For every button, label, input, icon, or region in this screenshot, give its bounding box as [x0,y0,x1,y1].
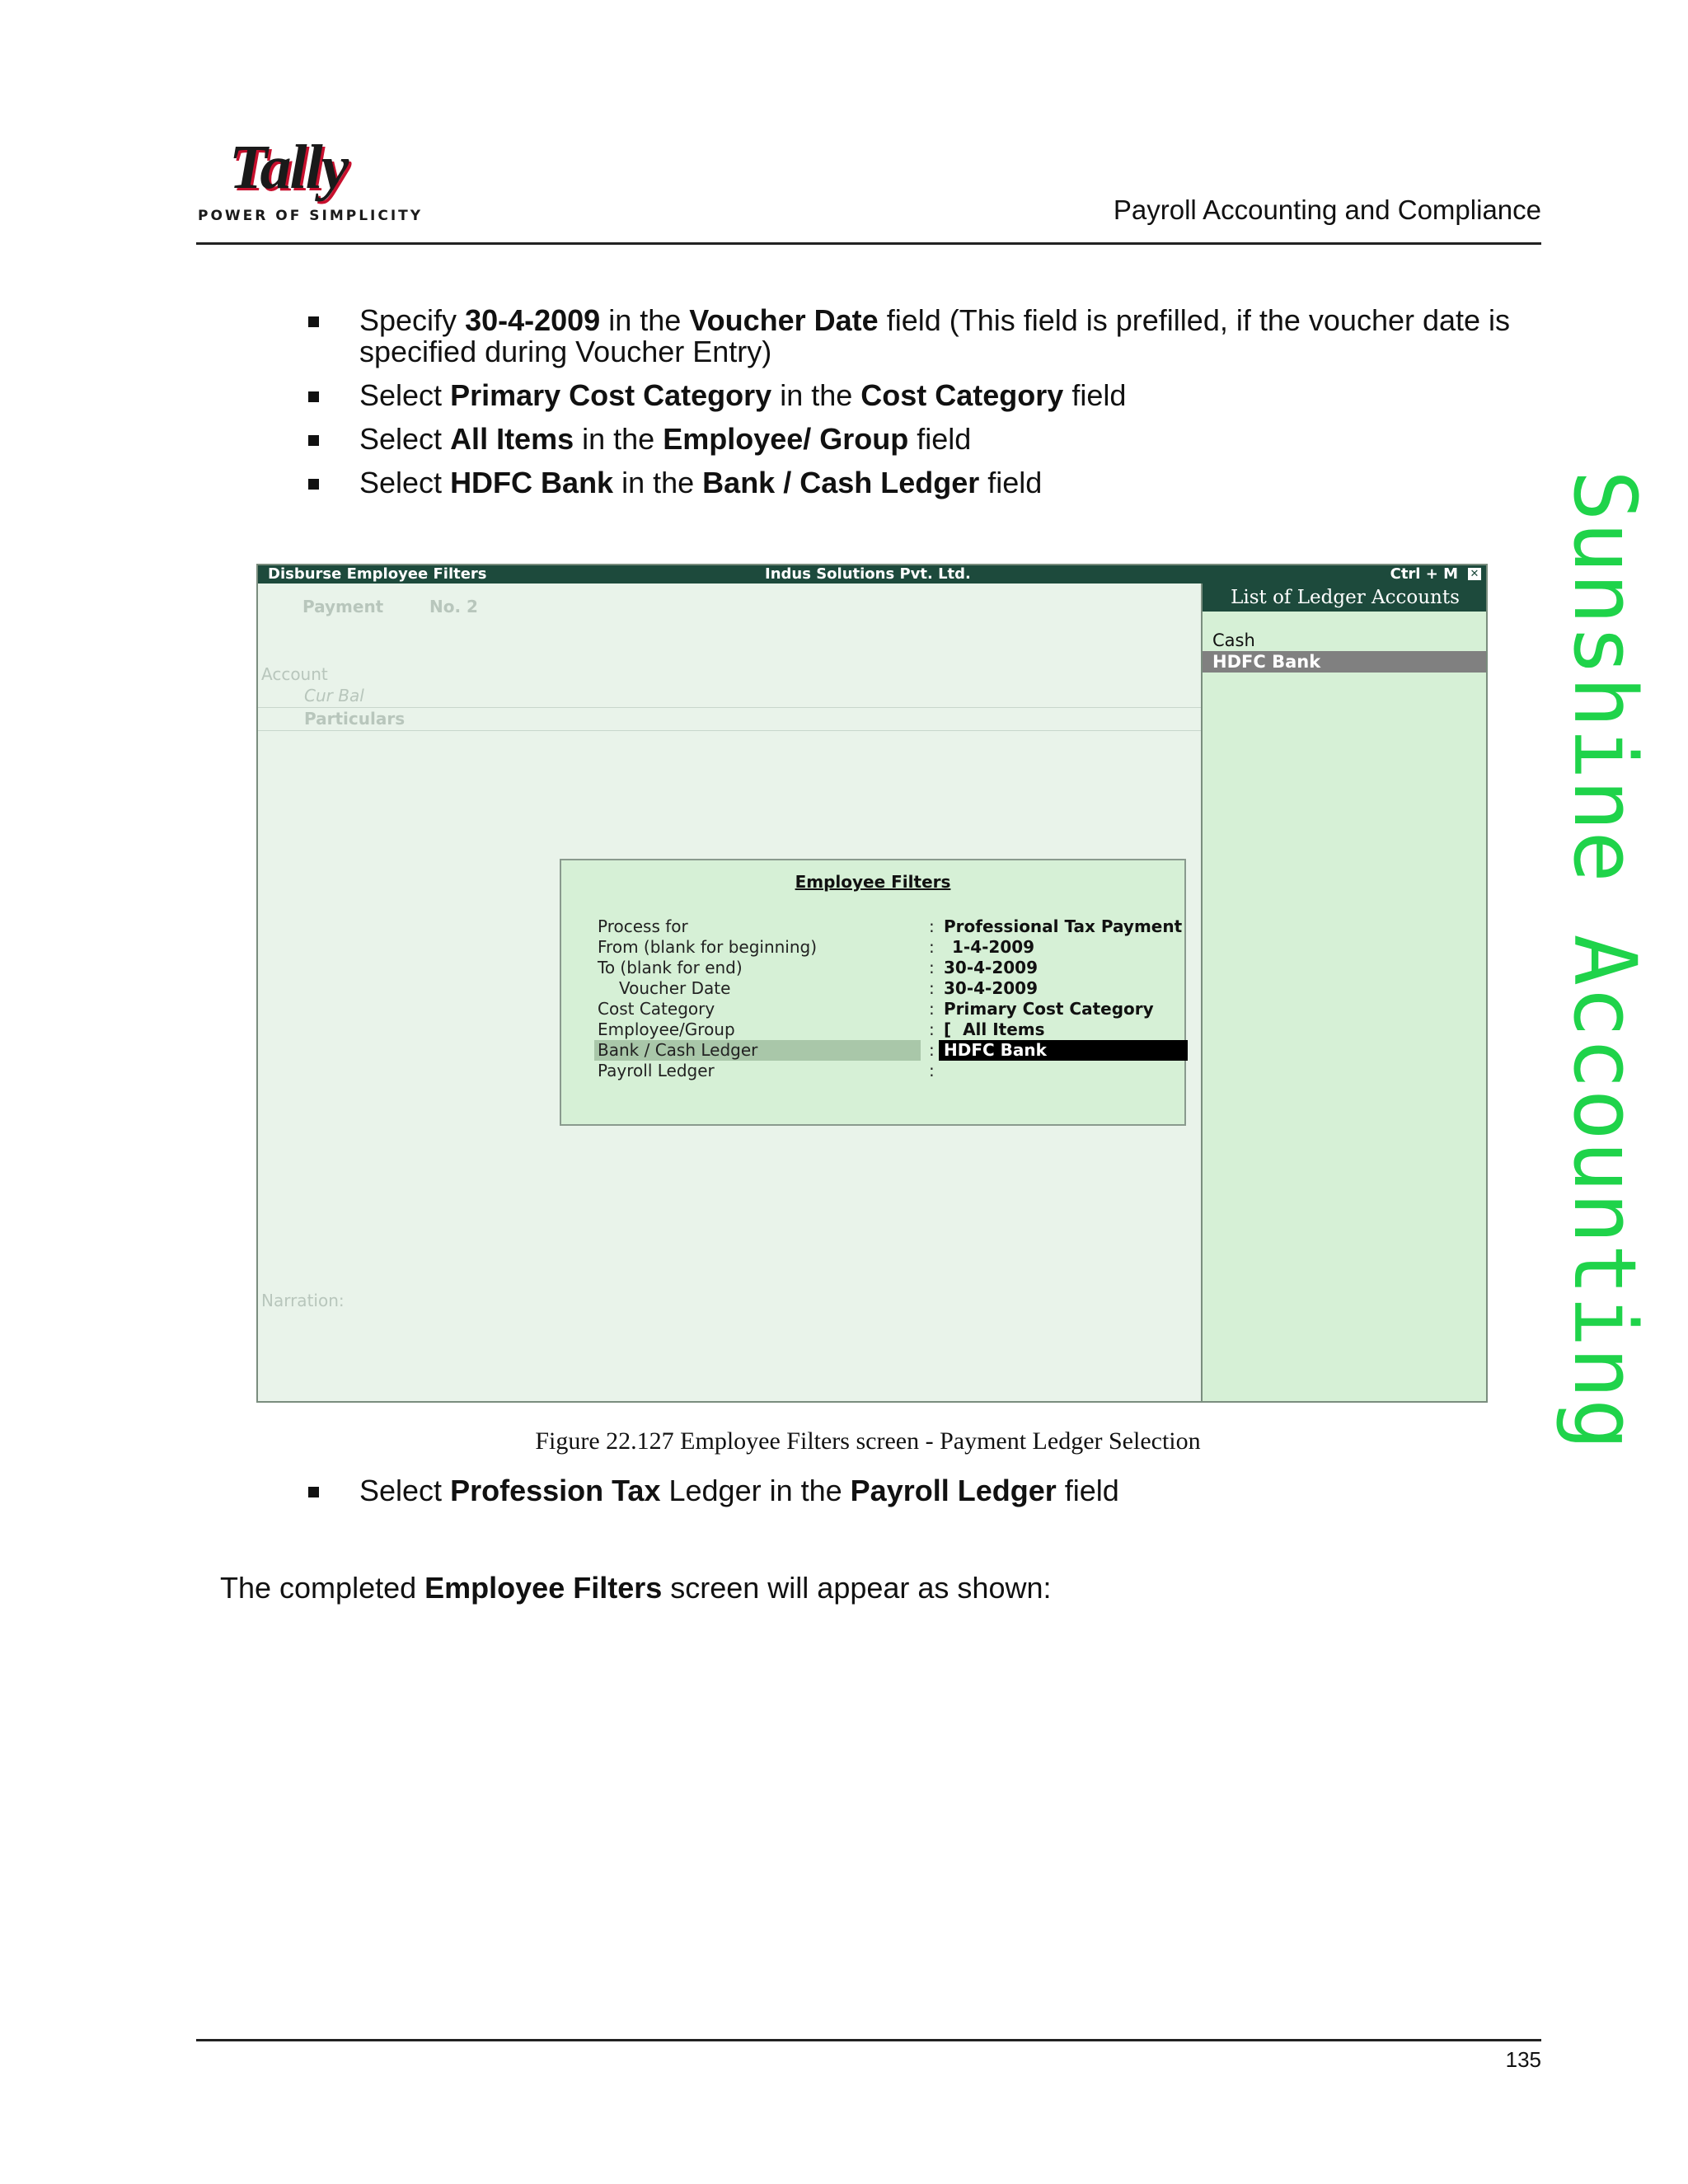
field-value: 1-4-2009 [952,937,1035,957]
field-voucher-date[interactable]: Voucher Date : 30-4-2009 [619,978,1039,998]
field-label: Voucher Date [619,978,731,998]
ledger-item-cash[interactable]: Cash [1212,630,1255,650]
field-cost-category[interactable]: Cost Category : Primary Cost Category [598,999,1154,1019]
figure-caption: Figure 22.127 Employee Filters screen - Payment Ledger Selection [535,1427,1201,1455]
current-balance-label: Cur Bal [304,686,364,705]
close-icon[interactable]: ✕ [1468,568,1481,580]
field-value-active[interactable]: HDFC Bank [939,1040,1188,1061]
logo-wordmark: Tally [229,133,348,202]
account-label: Account [261,664,328,684]
narration-label: Narration: [261,1291,345,1310]
dialog-title: Employee Filters [795,872,951,892]
field-bank-cash-ledger[interactable]: Bank / Cash Ledger : HDFC Bank [594,1040,1171,1061]
field-to-date[interactable]: To (blank for end) : 30-4-2009 [598,958,1039,977]
voucher-number: No. 2 [429,597,478,616]
field-from-date[interactable]: From (blank for beginning) : 1-4-2009 [598,937,1035,957]
screen-title-bar [258,565,1486,583]
list-item: Select All Items in the Employee/ Group field [308,424,1520,455]
list-item: Specify 30-4-2009 in the Voucher Date field (This field is prefilled, if the voucher date is specified during Voucher Entry) [308,305,1520,368]
field-payroll-ledger[interactable]: Payroll Ledger : [598,1061,935,1080]
tally-screen [256,564,1488,1403]
chapter-title: Payroll Accounting and Compliance [1113,194,1541,225]
particulars-header: Particulars [304,709,406,729]
field-label: Cost Category [598,999,715,1019]
field-label: Process for [598,916,688,936]
header-divider [196,242,1541,245]
footer-divider [196,2039,1541,2041]
divider [258,707,1201,708]
field-label: Bank / Cash Ledger [598,1040,758,1060]
list-item: Select Profession Tax Ledger in the Payroll Ledger field [308,1475,1520,1507]
divider [258,730,1201,731]
field-process-for[interactable]: Process for : Professional Tax Payment [598,916,1183,936]
company-name: Indus Solutions Pvt. Ltd. [765,565,971,583]
logo-tagline: POWER OF SIMPLICITY [198,208,424,224]
page-number: 135 [1505,2047,1541,2072]
voucher-type: Payment [302,597,384,616]
screen-title: Disburse Employee Filters [268,565,487,583]
tally-logo [196,132,424,231]
list-item: Select Primary Cost Category in the Cost Category field [308,380,1520,411]
field-employee-group[interactable]: Employee/Group : [ All Items [598,1019,1045,1039]
shortcut-hint: Ctrl + M [1390,565,1458,583]
field-value: 30-4-2009 [944,958,1039,977]
list-item: Select HDFC Bank in the Bank / Cash Ledger field [308,467,1520,499]
field-label: Employee/Group [598,1019,735,1039]
field-value: [ All Items [944,1019,1045,1039]
field-label: Payroll Ledger [598,1061,715,1080]
body-paragraph: The completed Employee Filters screen will appear as shown: [220,1571,1052,1605]
field-label: From (blank for beginning) [598,937,818,957]
field-label: To (blank for end) [598,958,743,977]
field-value: Professional Tax Payment [944,916,1183,936]
instruction-list-top [308,305,1520,511]
ledger-item-hdfc-bank-selected[interactable]: HDFC Bank [1203,651,1488,673]
ledger-list-title: List of Ledger Accounts [1203,583,1488,612]
field-value: 30-4-2009 [944,978,1039,998]
instruction-list-bottom [308,1475,1520,1519]
field-value: Primary Cost Category [944,999,1154,1019]
ledger-list-panel [1201,583,1488,1401]
side-watermark: Sunshine Accounting [1554,470,1655,1451]
employee-filters-dialog [560,859,1186,1126]
